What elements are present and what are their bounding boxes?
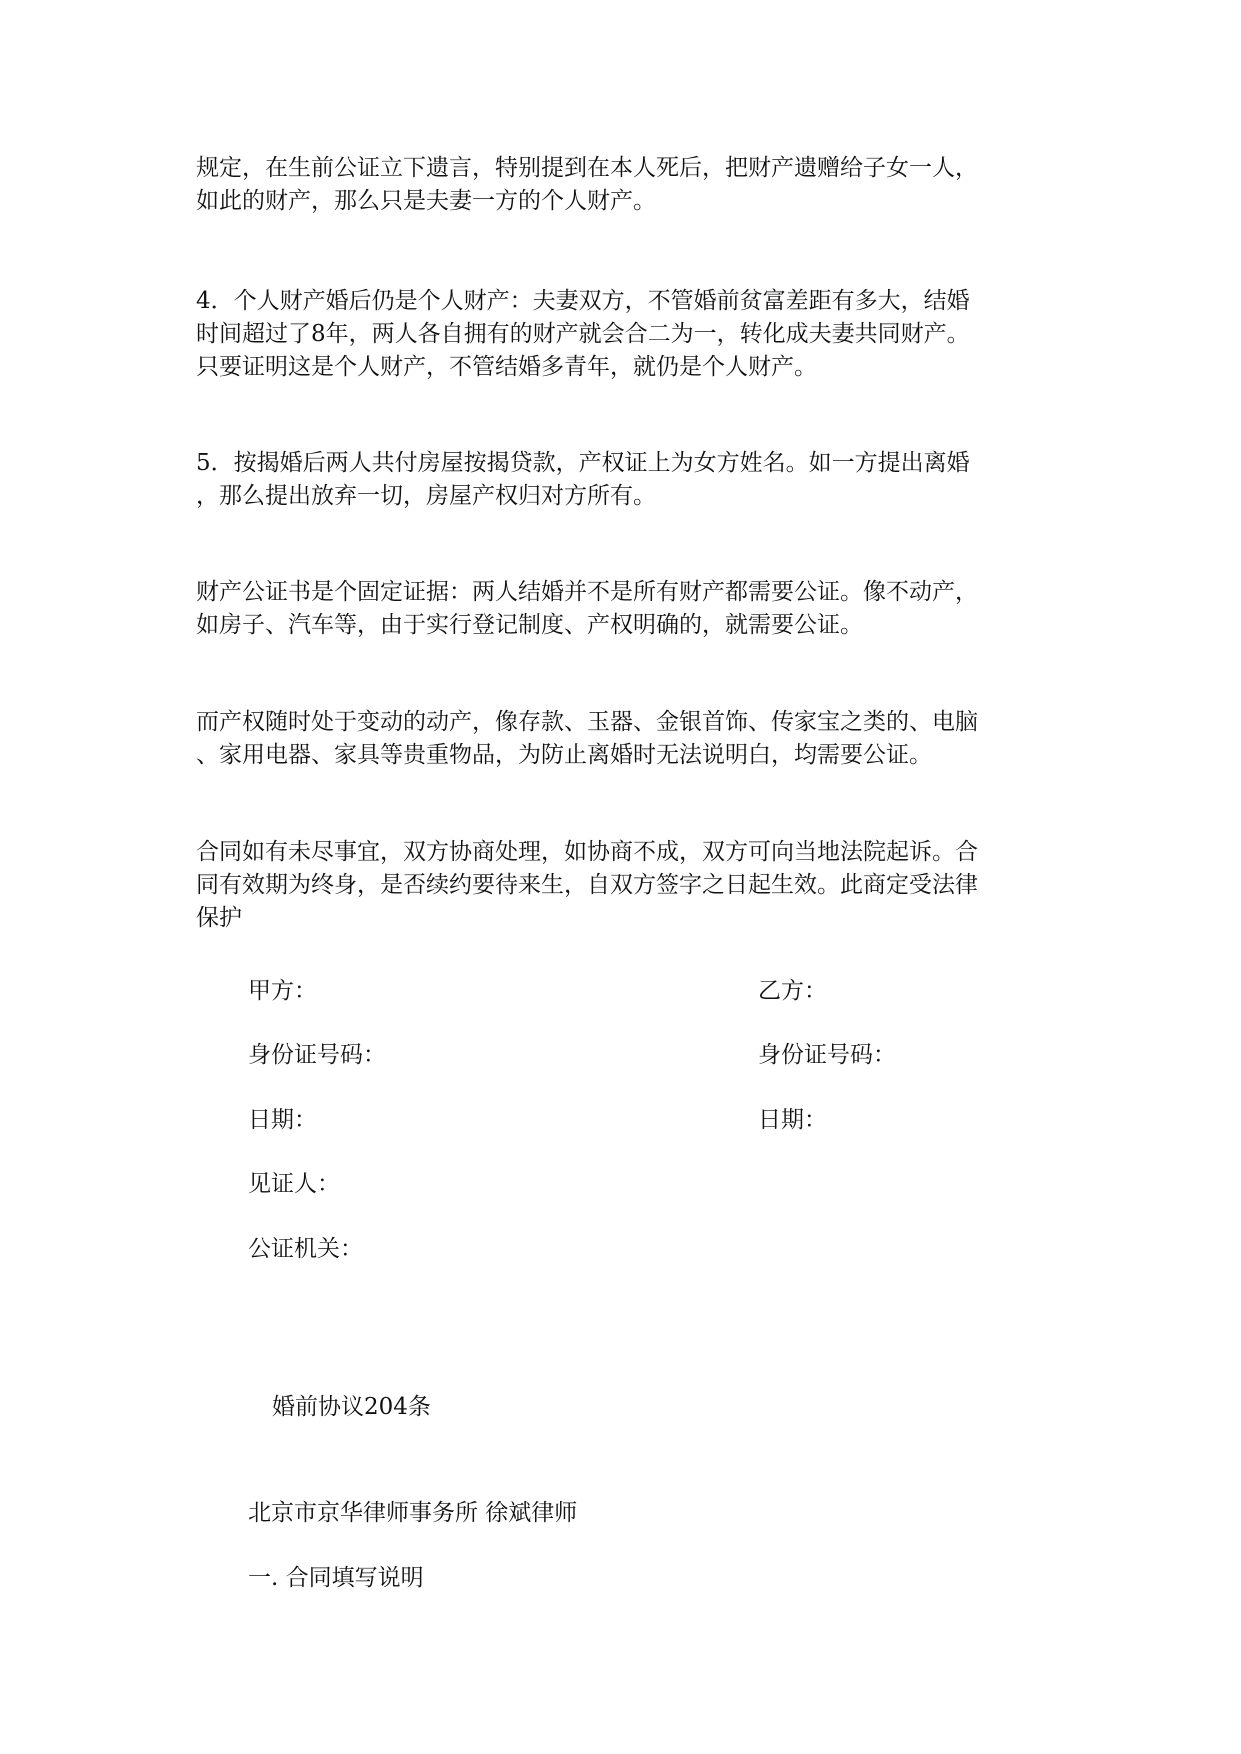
party-b-id-label: 身份证号码： [758,1042,896,1068]
paragraph-item-4 [196,285,1056,384]
next-document-title: 婚前协议204条 [272,1394,431,1420]
paragraph-movables [196,706,1056,772]
text-line: 如此的财产，那么只是夫妻一方的个人财产。 [196,188,656,214]
party-a-id-label: 身份证号码： [248,1042,386,1068]
text-line: 、家用电器、家具等贵重物品，为防止离婚时无法说明白，均需要公证。 [196,742,932,768]
text-line: 而产权随时处于变动的动产，像存款、玉器、金银首饰、传家宝之类的、电脑 [196,709,978,735]
party-a-label: 甲方： [248,978,317,1004]
paragraph-contract-terms [196,836,1056,935]
notary-label: 公证机关： [248,1236,363,1262]
witness-label: 见证人： [248,1171,340,1197]
text-line: 规定，在生前公证立下遗言，特别提到在本人死后，把财产遗赠给子女一人， [196,155,978,181]
text-line: ，那么提出放弃一切，房屋产权归对方所有。 [196,483,656,509]
text-line: 财产公证书是个固定证据：两人结婚并不是所有财产都需要公证。像不动产， [196,579,978,605]
text-line: 5．按揭婚后两人共付房屋按揭贷款，产权证上为女方姓名。如一方提出离婚 [196,450,970,476]
party-b-label: 乙方： [758,978,827,1004]
text-line: 合同如有未尽事宜，双方协商处理，如协商不成，双方可向当地法院起诉。合 [196,839,978,865]
paragraph-item-5 [196,447,1056,513]
paragraph-notarization [196,576,1056,642]
text-line: 时间超过了8年，两人各自拥有的财产就会合二为一，转化成夫妻共同财产。 [196,321,970,347]
party-a-date-label: 日期： [248,1107,317,1133]
text-line: 4．个人财产婚后仍是个人财产：夫妻双方，不管婚前贫富差距有多大，结婚 [196,288,970,314]
paragraph-bequest [196,152,1056,218]
text-line: 保护 [196,905,242,931]
text-line: 只要证明这是个人财产，不管结婚多青年，就仍是个人财产。 [196,354,817,380]
section-heading: 一. 合同填写说明 [248,1565,424,1591]
party-b-date-label: 日期： [758,1107,827,1133]
text-line: 如房子、汽车等，由于实行登记制度、产权明确的，就需要公证。 [196,612,863,638]
text-line: 同有效期为终身，是否续约要待来生，自双方签字之日起生效。此商定受法律 [196,872,978,898]
author-line: 北京市京华律师事务所 徐斌律师 [248,1500,578,1526]
